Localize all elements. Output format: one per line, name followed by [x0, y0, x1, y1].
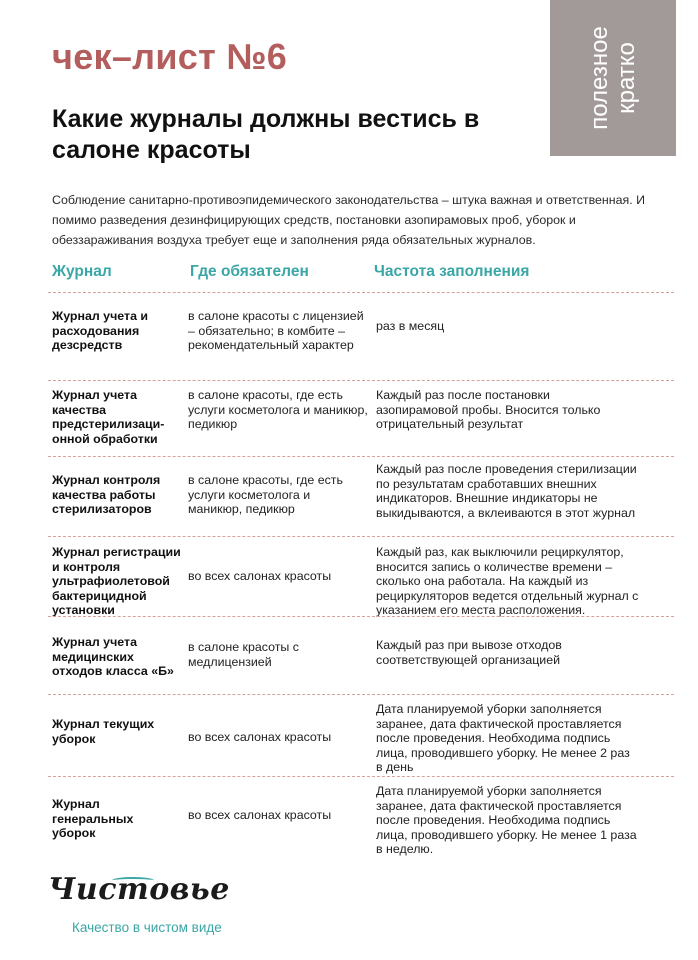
row-frequency: раз в месяц [376, 319, 445, 333]
column-header-where: Где обязателен [190, 263, 309, 280]
side-tab-line-2: кратко [613, 42, 640, 114]
row-frequency: Каждый раз, как выключили рециркулятор, вносится запись о количестве времени – сколько она работала. На каждый из рециркуляторов ведется отдельный журнал с указанием его места расположения. [376, 545, 639, 617]
table-row [0, 456, 698, 536]
side-tab-line-1: полезное [586, 26, 613, 130]
checklist-title: чек–лист №6 [52, 36, 288, 77]
table-row [0, 776, 698, 858]
row-frequency: Каждый раз после постановки азопирамовой пробы. Вносится только отрицательный результат [376, 388, 601, 431]
column-header-journal: Журнал [52, 263, 112, 280]
table-row [0, 380, 698, 456]
intro-paragraph: Соблюдение санитарно-противоэпидемического законодательства – штука важная и ответственная. И помимо разведения дезинфицирующих средств, постановки азопирамовых проб, уборок и обеззараживания воздуха требует еще и заполнения ряда обязательных журналов. [52, 193, 646, 247]
row-where: в салоне красоты с лицензией – обязательно; в комбите – рекомендательный характер [188, 309, 364, 352]
row-journal-name: Журнал учета и расходования дезсредств [52, 309, 149, 352]
row-where: во всех салонах красоты [188, 730, 332, 744]
page-heading: Какие журналы должны вестись в салоне красоты [52, 105, 480, 164]
side-tab [550, 0, 676, 156]
table-row [0, 616, 698, 694]
side-tab-label [586, 26, 640, 130]
row-journal-name: Журнал регистрации и контроля ультрафиолетовой бактерицидной установки [52, 545, 181, 617]
brand-logo: Чистовье [48, 872, 230, 907]
logo-accent-mark [112, 877, 154, 884]
row-journal-name: Журнал учета качества предстерилизаци-онной обработки [52, 388, 165, 446]
row-where: во всех салонах красоты [188, 569, 332, 583]
row-journal-name: Журнал контроля качества работы стерилизаторов [52, 473, 161, 516]
table-row [0, 292, 698, 380]
row-where: в салоне красоты с медлицензией [188, 640, 299, 669]
row-where: в салоне красоты, где есть услуги косметолога и маникюр, педикюр [188, 473, 343, 516]
table-row [0, 694, 698, 776]
row-journal-name: Журнал генеральных уборок [52, 797, 134, 840]
table-row [0, 536, 698, 616]
row-frequency: Дата планируемой уборки заполняется заранее, дата фактической проставляется после проведения. Необходима подпись лица, проводившего уборку. Не менее 1 раза в неделю. [376, 784, 637, 856]
row-journal-name: Журнал учета медицинских отходов класса «Б» [52, 635, 174, 678]
column-header-frequency: Частота заполнения [374, 263, 530, 280]
row-frequency: Дата планируемой уборки заполняется заранее, дата фактической проставляется после проведения. Необходима подпись лица, проводившего уборку. Не менее 2 раз в день [376, 702, 630, 774]
brand-tagline: Качество в чистом виде [72, 920, 222, 935]
row-frequency: Каждый раз после проведения стерилизации по результатам сработавших внешних индикаторов. Внешние индикаторы не выкидываются, а вклеиваются в этот журнал [376, 462, 637, 520]
row-where: во всех салонах красоты [188, 808, 332, 822]
row-where: в салоне красоты, где есть услуги косметолога и маникюр, педикюр [188, 388, 368, 431]
row-journal-name: Журнал текущих уборок [52, 717, 155, 746]
row-frequency: Каждый раз при вывозе отходов соответствующей организацией [376, 638, 562, 667]
